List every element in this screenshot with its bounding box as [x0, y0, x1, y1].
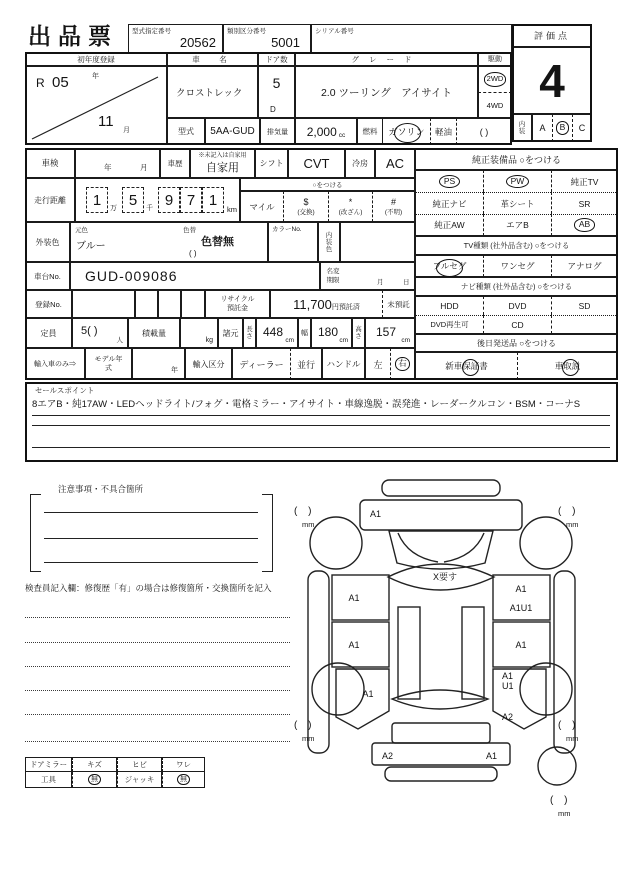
shift-value: CVT [288, 148, 345, 178]
import-dealer: ディーラー [232, 348, 290, 380]
navi-hdd: HDD [415, 296, 483, 315]
diagram-right-door-rear: A1 [515, 640, 527, 650]
interior-color-value-cell [340, 222, 415, 262]
diagram-left-door-rear: A1 [348, 640, 360, 650]
bracket-right [262, 494, 273, 572]
recycle-label-cell [205, 290, 270, 318]
mileage-mark-note: ○をつける [240, 178, 415, 191]
displacement-number: 2,000 [306, 124, 337, 139]
interior-grade-label: 内装 [512, 114, 532, 142]
equip-ab-selected [551, 214, 618, 236]
diagram-rear-bumper-a1: A1 [486, 751, 498, 761]
caution-line-1 [44, 512, 258, 513]
tv-fullseg-selected [415, 255, 483, 277]
tool-none-2-selected [162, 772, 205, 788]
base-color-label: 元色 [75, 227, 88, 234]
hash-note: (不明) [384, 209, 403, 216]
reg-no-label: 登録No. [25, 290, 72, 318]
recycle-none-cell: 未預託 [382, 290, 415, 318]
capacity-value: 5( ) [81, 325, 98, 337]
tool-head-mirror: ドアミラー [25, 757, 72, 772]
inspector-line-3 [25, 666, 290, 667]
ship-warranty-selected [415, 352, 517, 380]
diagram-left-quarter: A1 [362, 689, 374, 699]
tool-none-1-text: 無 [88, 774, 101, 786]
load-cell [180, 318, 218, 348]
equip-navi: 純正ナビ [415, 192, 483, 214]
fuel-other: ( ) [456, 118, 512, 145]
width-label-cell: 幅 [298, 318, 311, 348]
navi-cd: CD [483, 315, 551, 334]
tool-head-break: ワレ [162, 757, 205, 772]
tread-bracket-rear-left: ( ) [294, 720, 316, 731]
model-year-label [85, 348, 132, 380]
interior-grade-a: A [532, 114, 552, 142]
diagram-right-rocker-a2: A2 [502, 712, 514, 722]
displacement-label: 排気量 [260, 118, 295, 145]
color-change-value: 色替無 [201, 236, 234, 248]
drive-4wd-cell: 4WD [478, 93, 512, 118]
length-label: 長さ [246, 326, 253, 340]
reg-no-box-1 [72, 290, 135, 318]
sales-blank-line-2 [32, 447, 610, 448]
tread-bracket-front-left: ( ) [294, 506, 316, 517]
mileage-label: 走行距離 [25, 178, 75, 222]
class-code-box [223, 24, 311, 53]
inspector-line-6 [25, 741, 290, 742]
displacement-unit: cc [338, 132, 346, 139]
reg-no-box-3 [158, 290, 181, 318]
tool-row-label: 工具 [25, 772, 72, 788]
height-unit: cm [401, 337, 410, 344]
equip-leather-seat: 革シート [483, 192, 551, 214]
equip-ps-selected [415, 170, 483, 192]
length-cell [256, 318, 298, 348]
man-unit: 万 [110, 205, 117, 212]
drive-2wd-selected: 2WD [484, 72, 507, 86]
handle-right-text: 右 [395, 357, 410, 370]
handle-label: ハンドル [322, 348, 365, 380]
model-code-label: 型式指定番号 [132, 28, 171, 35]
equip-ps-text: PS [439, 175, 460, 188]
color-change-paren: ( ) [189, 249, 197, 258]
inspector-line-4 [25, 690, 290, 691]
diagram-right-quarter-2: U1 [502, 681, 514, 691]
recycle-label: リサイクル預託金 [220, 296, 255, 312]
fuel-gasoline-selected [382, 118, 430, 145]
navi-dvd-play: DVD再生可 [415, 315, 483, 334]
caution-line-3 [44, 562, 258, 563]
cooling-label: 冷房 [345, 148, 375, 178]
handle-right-selected [390, 348, 415, 380]
rename-day-unit: 日 [403, 279, 410, 286]
diagram-windshield-x: X要す [433, 572, 458, 582]
equip-aw: 純正AW [415, 214, 483, 236]
capacity-cell [72, 318, 128, 348]
dims-label: 諸元 [218, 318, 243, 348]
car-outline [308, 480, 576, 785]
recycle-suffix: 円預託済 [331, 304, 360, 311]
asterisk-note: (改ざん) [338, 209, 363, 216]
tread-mm-front-left: mm [302, 520, 315, 529]
class-code-label: 類別区分番号 [227, 28, 266, 35]
model-code-value: 20562 [179, 35, 216, 50]
diagram-right-quarter-1: A1 [502, 671, 514, 681]
car-damage-diagram [292, 477, 622, 822]
navi-type-title: ナビ種類 (社外品含む) ○をつける [415, 277, 618, 296]
rename-deadline-cell [320, 262, 415, 290]
inspector-line-5 [25, 714, 290, 715]
model-year-unit: 年 [171, 367, 178, 374]
first-reg-header: 初年度登録 [25, 52, 167, 66]
chassis-number: GUD-009086 [85, 268, 178, 284]
chassis-no-label: 車台No. [25, 262, 70, 290]
page-title: 出品票 [28, 18, 153, 52]
navi-sd: SD [551, 296, 618, 315]
dollar-symbol: $ [303, 197, 309, 207]
equip-airbag: エアB [483, 214, 551, 236]
tread-mm-rear-right: mm [566, 734, 579, 743]
ship-later-title: 後日発送品 ○をつける [415, 334, 618, 352]
fuel-gasoline-text: ガソリン [388, 127, 425, 137]
model-value: 5AA-GUD [205, 118, 260, 145]
diagram-right-door-front-2: A1U1 [509, 603, 533, 613]
tread-bracket-spare: ( ) [550, 795, 572, 806]
car-name-cell [167, 66, 258, 118]
mileage-man-box: 1 [86, 187, 108, 213]
tread-mm-spare: mm [558, 809, 571, 818]
sales-points-text: 8エアB・純17AW・LEDヘッドライト/フォグ・電格ミラー・アイサイト・車線逸脱・誤発進・レーダークルコン・BSM・コーナS [32, 396, 610, 416]
history-note: ※未記入は自家用 [198, 153, 247, 159]
serial-label: シリアル番号 [315, 28, 354, 35]
tv-type-title: TV種類 (社外品含む) ○をつける [415, 236, 618, 255]
load-unit: kg [205, 337, 213, 344]
reg-no-box-2 [135, 290, 158, 318]
diagram-left-door-front: A1 [348, 593, 360, 603]
mileage-digit-3: 1 [202, 187, 224, 213]
model-year-text: モデル年式 [94, 356, 123, 372]
equip-sr: SR [551, 192, 618, 214]
tread-bracket-rear-right: ( ) [558, 720, 580, 731]
ship-manual-selected [517, 352, 618, 380]
recycle-amount: 11,700 [293, 296, 332, 312]
shaken-date-cell [75, 148, 160, 178]
drive-2wd-cell [478, 66, 512, 93]
drive-header: 駆動 [478, 52, 512, 66]
equip-title: 純正装備品 ○をつける [415, 148, 618, 170]
caution-label: 注意事項・不具合箇所 [58, 483, 258, 495]
height-value: 157 [376, 325, 397, 339]
shaken-month-unit: 月 [140, 163, 148, 172]
equip-pw-text: PW [506, 175, 530, 188]
mileage-digit-2: 7 [180, 187, 202, 213]
interior-color-label: 内装色 [325, 231, 333, 253]
tool-head-scratch: キズ [72, 757, 117, 772]
color-no-label: カラーNo. [272, 226, 302, 233]
tool-head-crack: ヒビ [117, 757, 162, 772]
length-unit: cm [285, 337, 294, 344]
rename-deadline-label: 名変期限 [326, 268, 340, 284]
load-label: 積載量 [128, 318, 180, 348]
color-change-label: 色替 [183, 227, 196, 234]
bracket-left [30, 494, 41, 572]
interior-grade-c: C [572, 114, 592, 142]
displacement-value [295, 118, 357, 145]
shift-label: シフト [255, 148, 288, 178]
rating-header: 評価点 [512, 24, 592, 47]
grade-cell: 2.0 ツーリング アイサイト [295, 66, 478, 118]
ship-warranty-text: 新車保証書 [445, 361, 488, 371]
mile-cell: マイル [240, 191, 283, 222]
tool-none-2-text: 無 [177, 774, 190, 786]
width-value: 180 [318, 325, 339, 339]
doors-unit: D [270, 105, 276, 114]
diagram-right-door-front: A1 [515, 584, 527, 594]
width-cell [311, 318, 352, 348]
reg-year: 05 [52, 74, 69, 91]
reg-month: 11 [98, 113, 114, 130]
reg-month-unit: 月 [123, 127, 130, 134]
tool-jack-label: ジャッキ [117, 772, 162, 788]
width-unit: cm [339, 337, 348, 344]
tv-analog: アナログ [551, 255, 618, 277]
tamper-cell [328, 191, 372, 222]
tv-fullseg-text: フルセグ [432, 261, 467, 271]
asterisk-symbol: * [348, 197, 353, 207]
mileage-sen-box: 5 [122, 187, 144, 213]
tv-oneseg: ワンセグ [483, 255, 551, 277]
capacity-unit: 人 [116, 337, 123, 344]
base-color-value: ブルー [76, 241, 106, 252]
hash-symbol: # [390, 197, 396, 207]
rename-month-unit: 月 [377, 279, 384, 286]
model-year-cell [132, 348, 185, 380]
car-name-header: 車 名 [167, 52, 258, 66]
exchange-cell [283, 191, 328, 222]
inspector-line-2 [25, 642, 290, 643]
history-cell [190, 148, 255, 178]
diagram-rear-bumper-a2: A2 [382, 751, 394, 761]
import-div-label: 輸入区分 [185, 348, 232, 380]
cooling-value: AC [375, 148, 415, 178]
tool-none-1-selected [72, 772, 117, 788]
mileage-cell [75, 178, 240, 222]
inspector-label: 検査員記入欄：修復歴「有」の場合は修復箇所・交換箇所を記入 [25, 582, 305, 594]
tread-mm-rear-left: mm [302, 734, 315, 743]
navi-dvd: DVD [483, 296, 551, 315]
ship-manual-text: 車取説 [554, 361, 581, 371]
serial-box [311, 24, 512, 53]
length-value: 448 [263, 325, 284, 339]
interior-color-label-cell [318, 222, 340, 262]
shaken-year-unit: 年 [104, 163, 112, 172]
sales-points-label: セールスポイント [35, 385, 155, 395]
navi-empty [551, 315, 618, 334]
reg-year-unit: 年 [92, 73, 99, 80]
class-code-value: 5001 [271, 35, 300, 50]
handle-left: 左 [365, 348, 390, 380]
history-label: 車歴 [160, 148, 190, 178]
height-label: 高さ [355, 326, 362, 340]
equip-ab-text: AB [574, 218, 595, 231]
model-code-box [128, 24, 223, 53]
chassis-no-value [70, 262, 320, 290]
reg-no-box-4 [181, 290, 205, 318]
color-cell [70, 222, 268, 262]
unknown-cell [372, 191, 415, 222]
interior-grade-b-selected: B [552, 114, 572, 142]
reg-era: R [36, 76, 45, 90]
mileage-digit-1: 9 [158, 187, 180, 213]
fuel-label: 燃料 [357, 118, 382, 145]
dollar-note: (交換) [297, 209, 315, 216]
doors-header: ドア数 [258, 52, 295, 66]
length-label-cell [243, 318, 256, 348]
color-no-cell [268, 222, 318, 262]
history-value: 自家用 [206, 162, 239, 174]
exterior-color-label: 外装色 [25, 222, 70, 262]
grade-header: グレード [295, 52, 478, 66]
doors-cell [258, 66, 295, 118]
capacity-label: 定員 [25, 318, 72, 348]
sen-unit: 千 [146, 205, 153, 212]
tread-bracket-front-right: ( ) [558, 506, 580, 517]
height-label-cell [352, 318, 365, 348]
inspector-line-1 [25, 617, 290, 618]
car-name-value: クロストレック [176, 88, 243, 99]
recycle-value-cell [270, 290, 382, 318]
km-unit: km [227, 205, 237, 214]
model-label: 型式 [167, 118, 205, 145]
shaken-label: 車検 [25, 148, 75, 178]
fuel-diesel: 軽油 [430, 118, 456, 145]
first-reg-cell [25, 66, 167, 145]
height-cell [365, 318, 415, 348]
equip-tv: 純正TV [551, 170, 618, 192]
doors-value: 5 [272, 75, 281, 91]
rating-score: 4 [512, 47, 592, 114]
import-parallel: 並行 [290, 348, 322, 380]
equip-pw-selected [483, 170, 551, 192]
diagram-front-a1: A1 [370, 509, 382, 519]
caution-line-2 [44, 538, 258, 539]
import-only-label: 輸入車のみ⇒ [25, 348, 85, 380]
tread-mm-front-right: mm [566, 520, 579, 529]
sales-blank-line-1 [32, 425, 610, 426]
